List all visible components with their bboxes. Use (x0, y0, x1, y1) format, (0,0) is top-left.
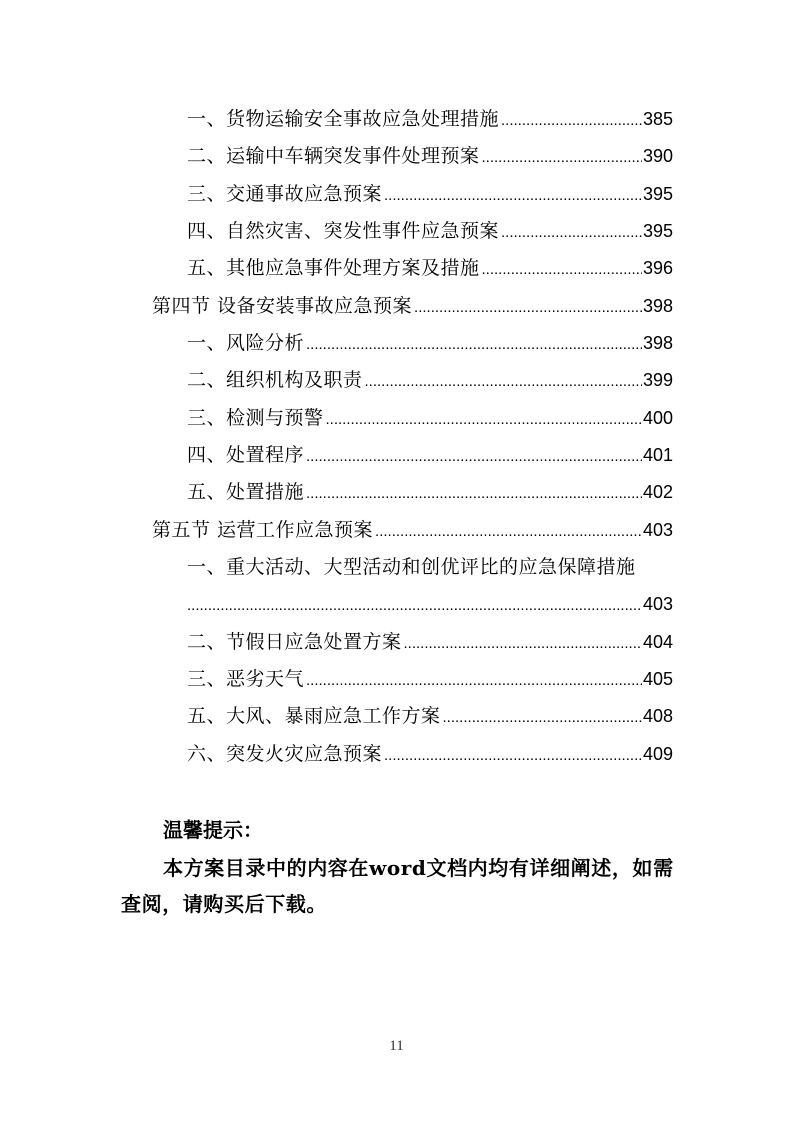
toc-dot-leader (375, 517, 642, 547)
toc-dot-leader (384, 741, 642, 771)
toc-dot-leader (443, 703, 642, 733)
toc-section-entry[interactable] (152, 515, 673, 545)
toc-dot-leader (482, 255, 642, 285)
toc-entry-title: 三、交通事故应急预案 (187, 183, 383, 205)
toc-entry-title: 第五节 运营工作应急预案 (152, 519, 374, 541)
toc-entry-page: 405 (642, 669, 673, 689)
toc-dot-leader (501, 218, 642, 248)
toc-dot-leader (384, 181, 642, 211)
toc-entry[interactable] (187, 141, 673, 171)
toc-entry-page: 395 (642, 184, 673, 204)
notice-body: 本方案目录中的内容在word文档内均有详细阐述，如需查阅，请购买后下载。 (121, 856, 674, 916)
toc-entry[interactable] (187, 328, 673, 358)
toc-entry-title: 第四节 设备安装事故应急预案 (152, 295, 413, 317)
toc-entry[interactable] (187, 365, 673, 395)
toc-entry[interactable] (187, 627, 673, 657)
toc-entry-page: 390 (642, 146, 673, 166)
toc-entry[interactable] (187, 739, 673, 769)
toc-dot-leader (482, 143, 642, 173)
toc-entry[interactable] (187, 440, 673, 470)
toc-entry-page: 403 (642, 594, 673, 614)
toc-dot-leader (326, 405, 642, 435)
toc-dot-leader (404, 629, 642, 659)
toc-entry[interactable] (187, 664, 673, 694)
toc-entry-title: 五、大风、暴雨应急工作方案 (187, 705, 441, 727)
toc-entry-title: 一、货物运输安全事故应急处理措施 (187, 108, 500, 130)
toc-entry-title: 四、处置程序 (187, 444, 305, 466)
toc-entry-page: 402 (642, 482, 673, 502)
toc-entry-title: 二、运输中车辆突发事件处理预案 (187, 145, 480, 167)
toc-entry-page: 385 (642, 109, 673, 129)
toc-entry-title: 五、处置措施 (187, 481, 305, 503)
toc-entry[interactable] (187, 104, 673, 134)
toc-dot-leader (306, 479, 642, 509)
toc-dot-leader (501, 106, 642, 136)
toc-entry-title: 二、节假日应急处置方案 (187, 631, 402, 653)
toc-dot-leader (365, 367, 642, 397)
toc-entry[interactable] (187, 477, 673, 507)
toc-entry-page: 396 (642, 258, 673, 278)
toc-section-entry[interactable] (152, 291, 673, 321)
toc-entry-title: 一、风险分析 (187, 332, 305, 354)
toc-entry-title: 二、组织机构及职责 (187, 369, 363, 391)
toc-entry-page: 398 (642, 333, 673, 353)
toc-entry-continuation[interactable] (187, 589, 673, 619)
toc-entry[interactable] (187, 701, 673, 731)
toc-entry-page: 408 (642, 706, 673, 726)
page-number: 11 (389, 1038, 404, 1054)
toc-dot-leader (187, 591, 642, 621)
toc-entry[interactable] (187, 552, 673, 582)
toc-entry-title: 六、突发火灾应急预案 (187, 743, 383, 765)
toc-entry-page: 399 (642, 370, 673, 390)
toc-entry-title: 一、重大活动、大型活动和创优评比的应急保障措施 (187, 556, 636, 578)
toc-dot-leader (306, 442, 642, 472)
toc-entry[interactable] (187, 216, 673, 246)
toc-entry-page: 395 (642, 221, 673, 241)
toc-dot-leader (306, 666, 642, 696)
toc-entry-title: 三、检测与预警 (187, 407, 324, 429)
toc-entry[interactable] (187, 253, 673, 283)
toc-entry-title: 三、恶劣天气 (187, 668, 305, 690)
toc-dot-leader (414, 293, 642, 323)
toc-dot-leader (306, 330, 642, 360)
toc-entry-page: 398 (642, 296, 673, 316)
toc-entry-page: 400 (642, 408, 673, 428)
toc-entry[interactable] (187, 179, 673, 209)
notice-heading: 温馨提示： (163, 818, 263, 842)
toc-entry[interactable] (187, 403, 673, 433)
toc-entry-page: 404 (642, 632, 673, 652)
toc-entry-page: 403 (642, 520, 673, 540)
toc-entry-page: 409 (642, 744, 673, 764)
toc-entry-title: 五、其他应急事件处理方案及措施 (187, 257, 480, 279)
toc-entry-title: 四、自然灾害、突发性事件应急预案 (187, 220, 500, 242)
toc-entry-page: 401 (642, 445, 673, 465)
